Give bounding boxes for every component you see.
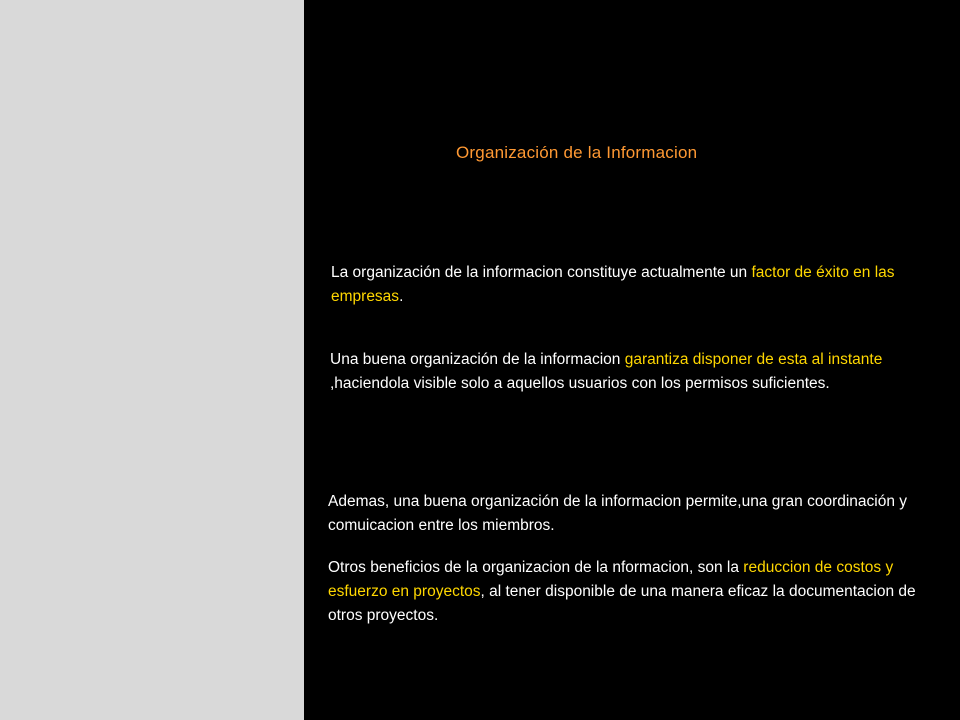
- slide-title: Organización de la Informacion: [456, 143, 698, 162]
- paragraph-success-factor: [331, 261, 959, 309]
- highlighted-text: garantiza disponer de esta al instante: [624, 351, 883, 368]
- paragraph-availability: [330, 348, 950, 396]
- paragraph-text: .: [399, 288, 404, 305]
- paragraph-text: Una buena organización de la informacion: [330, 351, 625, 368]
- paragraph-text: Otros beneficios de la organizacion de la nformacion, son la: [328, 559, 744, 576]
- side-panel: [0, 0, 304, 720]
- paragraph-benefits: [328, 556, 948, 628]
- paragraph-text: Ademas, una buena organización de la informacion permite,una gran coordinación y comuicacion entre los miembros.: [328, 493, 908, 534]
- paragraph-text: , al tener disponible de una manera eficaz la documentacion de otros proyectos.: [328, 583, 916, 624]
- highlighted-text: reduccion de costos y esfuerzo en proyectos: [328, 559, 894, 600]
- highlighted-text: factor de éxito en las empresas: [331, 264, 895, 305]
- paragraph-text: ,haciendola visible solo a aquellos usuarios con los permisos suficientes.: [330, 375, 830, 392]
- paragraph-text: La organización de la informacion constituye actualmente un: [331, 264, 752, 281]
- paragraph-coordination: [328, 490, 948, 538]
